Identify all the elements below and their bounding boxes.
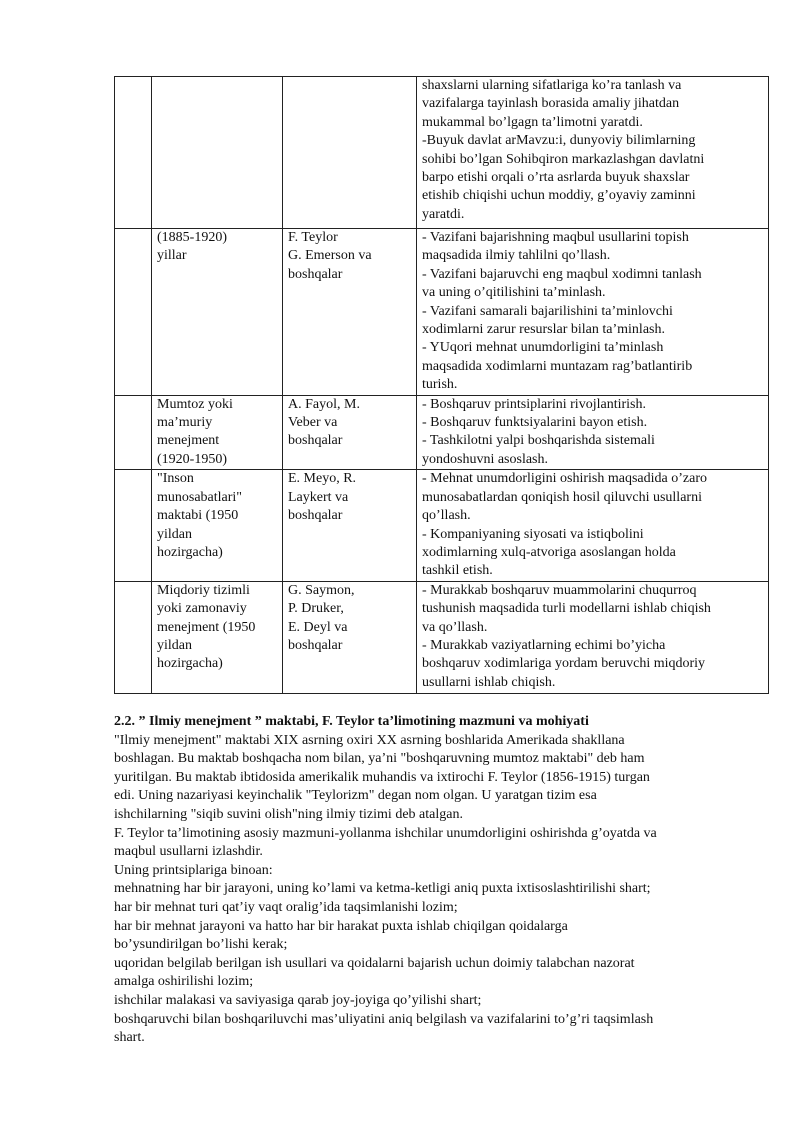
content-line: yaratdi. <box>422 206 465 222</box>
content-line: etishib chiqishi uchun moddiy, g’oyaviy zaminni <box>422 188 696 204</box>
section-body <box>114 732 774 1048</box>
row-number-cell <box>115 395 152 470</box>
content-line: va uning o’qitilishini ta’minlash. <box>422 285 606 301</box>
content-line: tushunish maqsadida turli modellarni ishlab chiqish <box>422 601 711 617</box>
period-cell <box>152 229 283 396</box>
table-row <box>115 77 769 229</box>
content-line: -Buyuk davlat arMavzu:i, dunyoviy bilimlarning <box>422 133 696 149</box>
paragraph-line: uqoridan belgilab berilgan ish usullari va qoidalarni bajarish uchun doimiy talabchan nazorat <box>114 955 635 971</box>
paragraph-line: Uning printsiplariga binoan: <box>114 862 273 878</box>
content-line: va qo’llash. <box>422 619 488 635</box>
paragraph-line: F. Teylor ta’limotining asosiy mazmuni-yollanma ishchilar unumdorligini oshirishda g’oyatda va <box>114 825 657 841</box>
content-cell <box>417 229 769 396</box>
table-body <box>115 77 769 694</box>
period-line: (1885-1920) <box>157 230 227 245</box>
content-line: - Boshqaruv funktsiyalarini bayon etish. <box>422 415 648 431</box>
content-cell <box>417 77 769 229</box>
paragraph-line: har bir mehnat turi qat’iy vaqt oralig’ida taqsimlanishi lozim; <box>114 899 458 915</box>
authors-cell <box>283 395 417 470</box>
period-line: hozirgacha) <box>157 656 223 672</box>
authors-cell <box>283 470 417 581</box>
content-line: usullarni ishlab chiqish. <box>422 674 556 690</box>
management-schools-table <box>114 76 769 694</box>
period-line: munosabatlari" <box>157 489 243 505</box>
authors-line: F. Teylor <box>288 230 338 245</box>
paragraph-line: bo’ysundirilgan bo’lishi kerak; <box>114 937 288 953</box>
period-line: ma’muriy <box>157 415 213 431</box>
authors-line: E. Meyo, R. <box>288 471 357 487</box>
content-cell <box>417 581 769 693</box>
content-line: yondoshuvni asoslash. <box>422 451 548 467</box>
table-row <box>115 581 769 693</box>
authors-cell <box>283 77 417 229</box>
period-line: Mumtoz yoki <box>157 396 233 412</box>
period-line: (1920-1950) <box>157 451 227 467</box>
paragraph-line: mehnatning har bir jarayoni, uning ko’lami va ketma-ketligi aniq puxta ixtisoslashtirilishi shart; <box>114 881 651 897</box>
content-line: - Vazifani bajarishning maqbul usullarini topish <box>422 230 689 245</box>
paragraph-line: ishchilarning "siqib suvini olish"ning ilmiy tizimi deb atalgan. <box>114 806 463 822</box>
authors-line: Veber va <box>288 415 338 431</box>
section-heading: 2.2. ” Ilmiy menejment ” maktabi, F. Teylor ta’limotining mazmuni va mohiyati <box>114 714 589 729</box>
content-line: turish. <box>422 377 458 393</box>
content-line: xodimlarning xulq-atvoriga asoslangan holda <box>422 544 676 560</box>
paragraph-line: amalga oshirilishi lozim; <box>114 974 254 990</box>
authors-line: boshqalar <box>288 433 343 449</box>
paragraph-line: har bir mehnat jarayoni va hatto har bir harakat puxta ishlab chiqilgan qoidalarga <box>114 918 568 934</box>
content-line: maqsadida xodimlarni muntazam rag’batlantirib <box>422 358 693 374</box>
row-number-cell <box>115 581 152 693</box>
content-line: qo’llash. <box>422 508 471 524</box>
content-line: - Boshqaruv printsiplarini rivojlantirish. <box>422 396 646 412</box>
content-line: maqsadida ilmiy tahlilni qo’llash. <box>422 248 611 264</box>
period-line: yildan <box>157 526 192 542</box>
authors-line: A. Fayol, M. <box>288 396 360 412</box>
period-cell <box>152 77 283 229</box>
content-line: - Murakkab vaziyatlarning echimi bo’yicha <box>422 637 666 653</box>
content-line: shaxslarni ularning sifatlariga ko’ra tanlash va <box>422 78 682 93</box>
paragraph-line: edi. Uning nazariyasi keyinchalik "Teylorizm" degan nom olgan. U yaratgan tizim esa <box>114 788 597 804</box>
authors-line: boshqalar <box>288 266 343 282</box>
paragraph-line: "Ilmiy menejment" maktabi XIX asrning oxiri XX asrning boshlarida Amerikada shakllana <box>114 732 625 748</box>
table-row <box>115 470 769 581</box>
authors-cell <box>283 581 417 693</box>
content-line: xodimlarni zarur resurslar bilan ta’minlash. <box>422 322 665 338</box>
authors-line: G. Saymon, <box>288 582 355 598</box>
content-cell <box>417 470 769 581</box>
content-line: - Vazifani samarali bajarilishini ta’minlovchi <box>422 303 673 319</box>
authors-line: P. Druker, <box>288 601 344 617</box>
section-2-2 <box>114 713 774 1048</box>
authors-line: boshqalar <box>288 508 343 524</box>
content-line: - Tashkilotni yalpi boshqarishda sistemali <box>422 433 655 449</box>
row-number-cell <box>115 470 152 581</box>
content-line: - Vazifani bajaruvchi eng maqbul xodimni tanlash <box>422 266 702 282</box>
period-line: yildan <box>157 637 192 653</box>
period-cell <box>152 581 283 693</box>
content-line: sohibi bo’lgan Sohibqiron markazlashgan davlatni <box>422 151 705 167</box>
table-row <box>115 229 769 396</box>
paragraph-line: boshqaruvchi bilan boshqariluvchi mas’uliyatini aniq belgilash va vazifalarini to’g’ri taqsimlash <box>114 1011 654 1027</box>
content-line: - Mehnat unumdorligini oshirish maqsadida o’zaro <box>422 471 707 487</box>
period-cell <box>152 470 283 581</box>
paragraph-line: shart. <box>114 1030 145 1046</box>
content-line: munosabatlardan qoniqish hosil qiluvchi usullarni <box>422 489 702 505</box>
period-line: menejment (1950 <box>157 619 256 635</box>
content-line: - YUqori mehnat unumdorligini ta’minlash <box>422 340 664 356</box>
content-line: barpo etishi orqali o’rta asrlarda buyuk shaxslar <box>422 170 690 186</box>
paragraph-line: ishchilar malakasi va saviyasiga qarab joy-joyiga qo’yilishi shart; <box>114 992 482 1008</box>
content-line: - Kompaniyaning siyosati va istiqbolini <box>422 526 644 542</box>
authors-line: E. Deyl va <box>288 619 348 635</box>
row-number-cell <box>115 77 152 229</box>
content-line: tashkil etish. <box>422 563 493 579</box>
paragraph-line: boshlagan. Bu maktab boshqacha nom bilan, ya’ni "boshqaruvning mumtoz maktabi" deb ham <box>114 751 645 767</box>
paragraph-line: yuritilgan. Bu maktab ibtidosida amerikalik muhandis va ixtirochi F. Teylor (1856-1915) turgan <box>114 769 650 785</box>
period-line: yoki zamonaviy <box>157 601 247 617</box>
content-line: mukammal bo’lgagn ta’limotni yaratdi. <box>422 114 643 130</box>
period-line: hozirgacha) <box>157 544 223 560</box>
content-line: vazifalarga tayinlash borasida amaliy jihatdan <box>422 96 680 112</box>
period-line: Miqdoriy tizimli <box>157 582 250 598</box>
content-line: - Murakkab boshqaruv muammolarini chuqurroq <box>422 582 697 598</box>
period-line: "Inson <box>157 471 194 487</box>
paragraph-line: maqbul usullarni izlashdir. <box>114 844 263 860</box>
document-page <box>114 76 768 694</box>
authors-line: G. Emerson va <box>288 248 372 264</box>
authors-cell <box>283 229 417 396</box>
content-line: boshqaruv xodimlariga yordam beruvchi miqdoriy <box>422 656 706 672</box>
period-line: yillar <box>157 248 187 264</box>
period-line: menejment <box>157 433 220 449</box>
row-number-cell <box>115 229 152 396</box>
authors-line: Laykert va <box>288 489 349 505</box>
table-row <box>115 395 769 470</box>
authors-line: boshqalar <box>288 637 343 653</box>
period-cell <box>152 395 283 470</box>
content-cell <box>417 395 769 470</box>
period-line: maktabi (1950 <box>157 508 239 524</box>
